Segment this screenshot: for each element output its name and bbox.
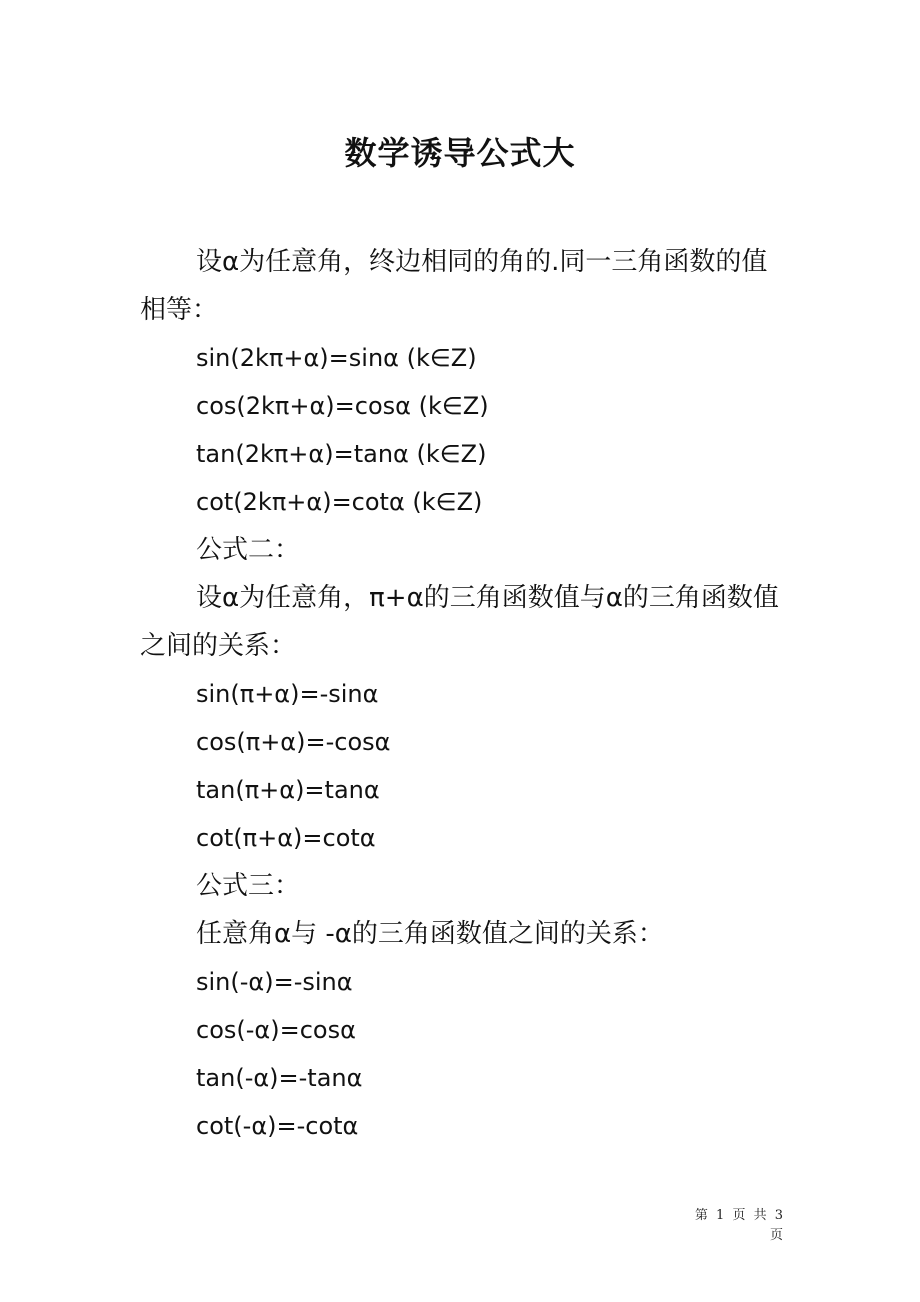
formula-cos-2kpi: cos(2kπ+α)=cosα (k∈Z) (196, 392, 489, 420)
formula-cot-2kpi: cot(2kπ+α)=cotα (k∈Z) (196, 488, 483, 516)
formula-tan-2kpi: tan(2kπ+α)=tanα (k∈Z) (196, 440, 487, 468)
formula-tan-neg: tan(-α)=-tanα (196, 1064, 363, 1092)
section1-intro: 设α为任意角，终边相同的角的.同一三角函数的值相等： (140, 247, 768, 325)
section2-heading: 公式二： (196, 535, 301, 565)
section2-intro: 设α为任意角，π+α的三角函数值与α的三角函数值之间的关系： (140, 583, 779, 661)
formula-cos-pi-plus: cos(π+α)=-cosα (196, 728, 391, 756)
formula-sin-2kpi: sin(2kπ+α)=sinα (k∈Z) (196, 344, 477, 372)
formula-tan-pi-plus: tan(π+α)=tanα (196, 776, 380, 804)
document-content (140, 238, 785, 1150)
page-title: 数学诱导公式大 (344, 135, 576, 171)
section3-heading: 公式三： (196, 871, 301, 901)
formula-cos-neg: cos(-α)=cosα (196, 1016, 356, 1044)
page-footer: 第 1 页 共 3 页 (694, 1208, 785, 1243)
formula-sin-neg: sin(-α)=-sinα (196, 968, 353, 996)
formula-cot-neg: cot(-α)=-cotα (196, 1112, 359, 1140)
section3-intro: 任意角α与 -α的三角函数值之间的关系： (196, 919, 664, 949)
formula-sin-pi-plus: sin(π+α)=-sinα (196, 680, 379, 708)
formula-cot-pi-plus: cot(π+α)=cotα (196, 824, 376, 852)
